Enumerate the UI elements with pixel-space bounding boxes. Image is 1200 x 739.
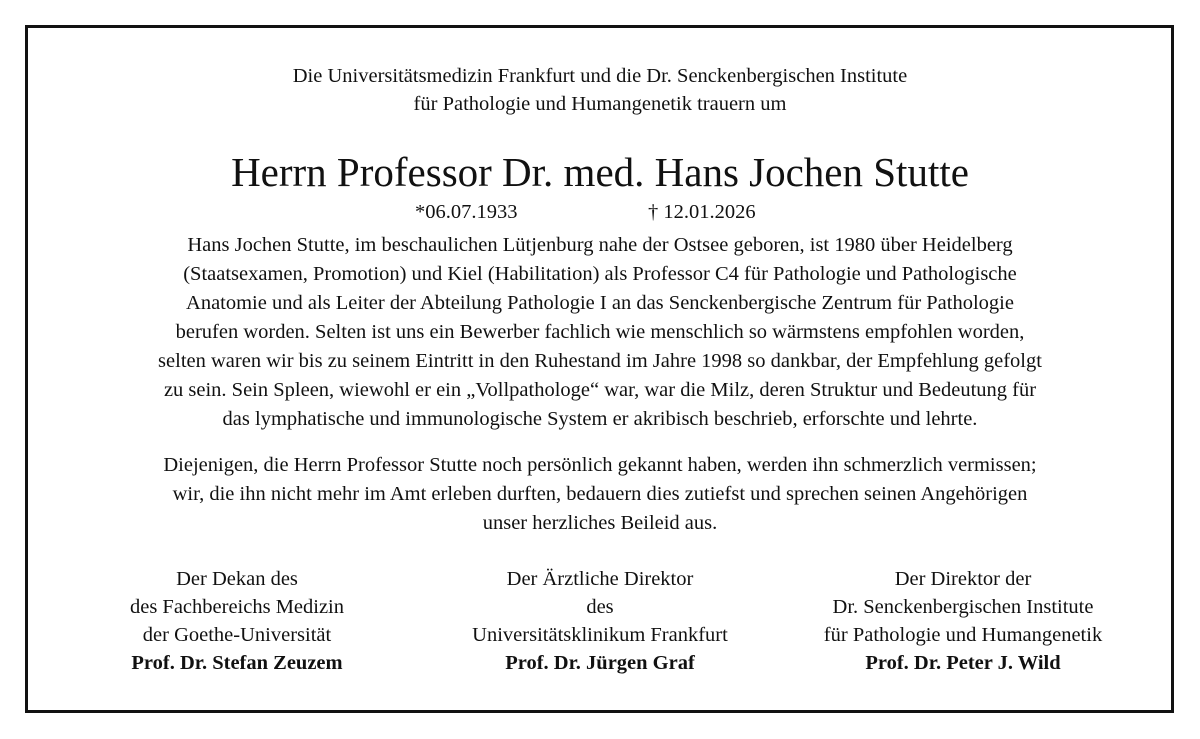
signature-line: des Fachbereichs Medizin bbox=[129, 596, 345, 618]
deceased-name: Herrn Professor Dr. med. Hans Jochen Stutte bbox=[231, 149, 969, 195]
text-line: Diejenigen, die Herrn Professor Stutte noch persönlich gekannt haben, werden ihn schmerzlich vermissen; bbox=[163, 454, 1037, 476]
text-line: unser herzliches Beileid aus. bbox=[482, 512, 718, 534]
text-line: das lymphatische und immunologische System er akribisch beschrieb, erforschte und lehrte. bbox=[222, 408, 978, 430]
signature-line: Dr. Senckenbergischen Institute bbox=[832, 596, 1094, 618]
text-line: Hans Jochen Stutte, im beschaulichen Lütjenburg nahe der Ostsee geboren, ist 1980 über Heidelberg bbox=[187, 234, 1013, 256]
text-line: zu sein. Sein Spleen, wiewohl er ein „Vollpathologe“ war, war die Milz, deren Struktur und Bedeutung für bbox=[163, 379, 1037, 401]
signature-line: für Pathologie und Humangenetik bbox=[823, 624, 1103, 646]
intro-line: für Pathologie und Humangenetik trauern um bbox=[413, 93, 787, 115]
intro-line: Die Universitätsmedizin Frankfurt und die Dr. Senckenbergischen Institute bbox=[292, 65, 908, 87]
signature-line: Der Ärztliche Direktor bbox=[506, 568, 694, 590]
text-line: berufen worden. Selten ist uns ein Bewerber fachlich wie menschlich so wärmstens empfohlen worden, bbox=[175, 321, 1025, 343]
signature-line: Der Dekan des bbox=[176, 568, 298, 590]
death-date: † 12.01.2026 bbox=[648, 201, 756, 223]
signature-name: Prof. Dr. Jürgen Graf bbox=[505, 652, 695, 674]
text-line: selten waren wir bis zu seinem Eintritt in den Ruhestand im Jahre 1998 so dankbar, der Empfehlung gefolgt bbox=[158, 350, 1042, 372]
intro-text bbox=[0, 62, 1200, 118]
signature-line: Universitätsklinikum Frankfurt bbox=[472, 624, 728, 646]
text-line: wir, die ihn nicht mehr im Amt erleben durften, bedauern dies zutiefst und sprechen seinen Angehörigen bbox=[172, 483, 1028, 505]
text-line: Anatomie und als Leiter der Abteilung Pathologie I an das Senckenbergische Zentrum für Pathologie bbox=[186, 292, 1014, 314]
signature-line: der Goethe-Universität bbox=[142, 624, 332, 646]
birth-date: *06.07.1933 bbox=[415, 201, 518, 223]
condolence-paragraph bbox=[0, 451, 1200, 538]
signature-line: des bbox=[586, 596, 614, 618]
signature-line: Der Direktor der bbox=[894, 568, 1032, 590]
signature-institute-director bbox=[773, 565, 1153, 677]
biography-paragraph bbox=[0, 231, 1200, 434]
signature-medical-director bbox=[410, 565, 790, 677]
signature-name: Prof. Dr. Stefan Zeuzem bbox=[131, 652, 343, 674]
signature-dean bbox=[47, 565, 427, 677]
signature-name: Prof. Dr. Peter J. Wild bbox=[865, 652, 1061, 674]
text-line: (Staatsexamen, Promotion) und Kiel (Habilitation) als Professor C4 für Pathologie und Pathologische bbox=[183, 263, 1017, 285]
